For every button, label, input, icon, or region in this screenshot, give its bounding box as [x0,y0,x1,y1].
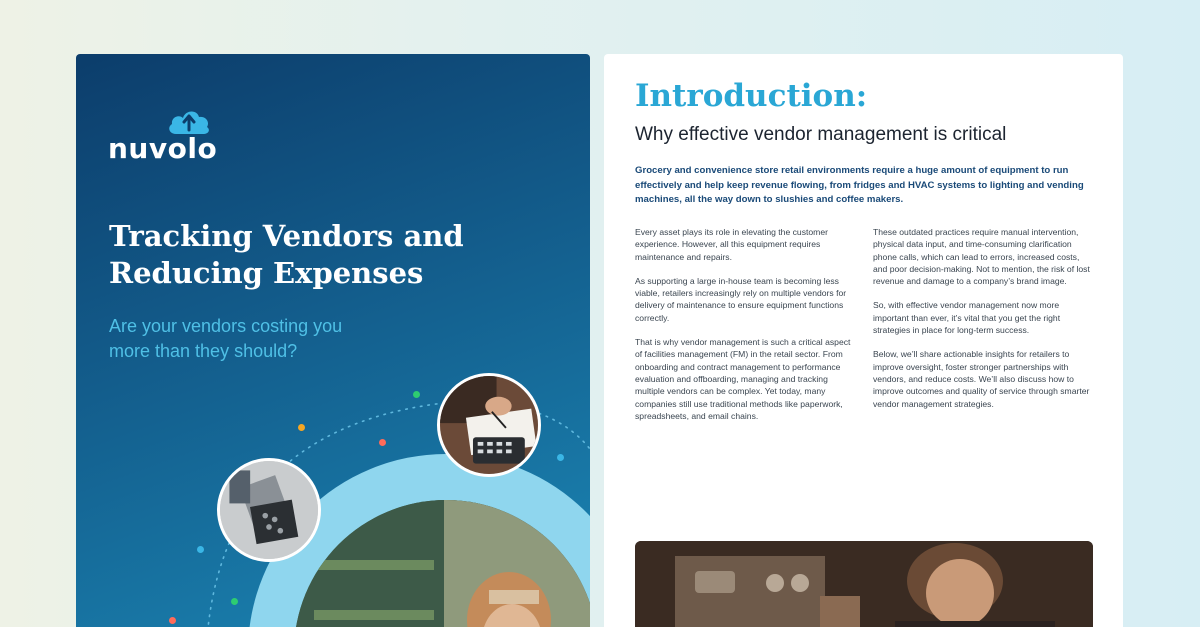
technician-photo [217,458,321,562]
decorative-dot [169,617,176,624]
decorative-dot [379,439,386,446]
intro-heading: Introduction: [635,78,868,114]
cover-subtitle-line1: Are your vendors costing you [109,316,343,336]
calculator-paperwork-photo [437,373,541,477]
cover-subtitle-line2: more than they should? [109,341,298,361]
cover-title-line2: Reducing Expenses [109,256,424,290]
paragraph: That is why vendor management is such a critical aspect of facilities management (FM) in the retail sector. From onboarding and contract management to performance evaluation and offboarding, managing and tracking multiple vendors can be complex. Yet today, many companies still use traditional methods like paperwork, spreadsheets, and email chains. [635,337,851,421]
decorative-dot [557,454,564,461]
logo-wordmark: nuvolo [108,132,218,165]
right-text-column [873,226,1093,422]
paragraph: Below, we’ll share actionable insights for retailers to improve oversight, foster stronger partnerships with vendors, and reduce costs. We’ll also discuss how to improve outcomes and quality of service through smarter vendor management strategies. [873,349,1090,409]
paragraph: These outdated practices require manual intervention, physical data input, and time-consuming clarification phone calls, which can lead to errors, increased costs, and poor decision-making. Not to mention, the risk of lost revenue and damage to a company’s brand image. [873,227,1090,287]
decorative-dot [197,546,204,553]
cover-subtitle [109,314,409,364]
introduction-page [604,54,1123,627]
paragraph: Every asset plays its role in elevating the customer experience. However, all this equipment requires maintenance and repairs. [635,227,828,262]
ebook-cover [76,54,590,627]
cover-title [109,218,469,292]
intro-subheading: Why effective vendor management is critical [635,124,1007,145]
cover-title-line1: Tracking Vendors and [109,219,464,253]
paragraph: So, with effective vendor management now more important than ever, it’s vital that you get the right strategies in place for long-term success. [873,300,1061,336]
decorative-dot [413,391,420,398]
intro-lead-paragraph: Grocery and convenience store retail environments require a huge amount of equipment to run effectively and help keep revenue flowing, from fridges and HVAC systems to lighting and vending machines, all the way down to slushies and coffee makers. [635,165,1084,205]
paragraph: As supporting a large in-house team is becoming less viable, retailers increasingly rely on multiple vendors for delivery of maintenance to ensure equipment functions correctly. [635,275,847,323]
decorative-dot [231,598,238,605]
kitchen-worker-photo [635,541,1093,627]
left-text-column [635,226,855,434]
decorative-dot [298,424,305,431]
